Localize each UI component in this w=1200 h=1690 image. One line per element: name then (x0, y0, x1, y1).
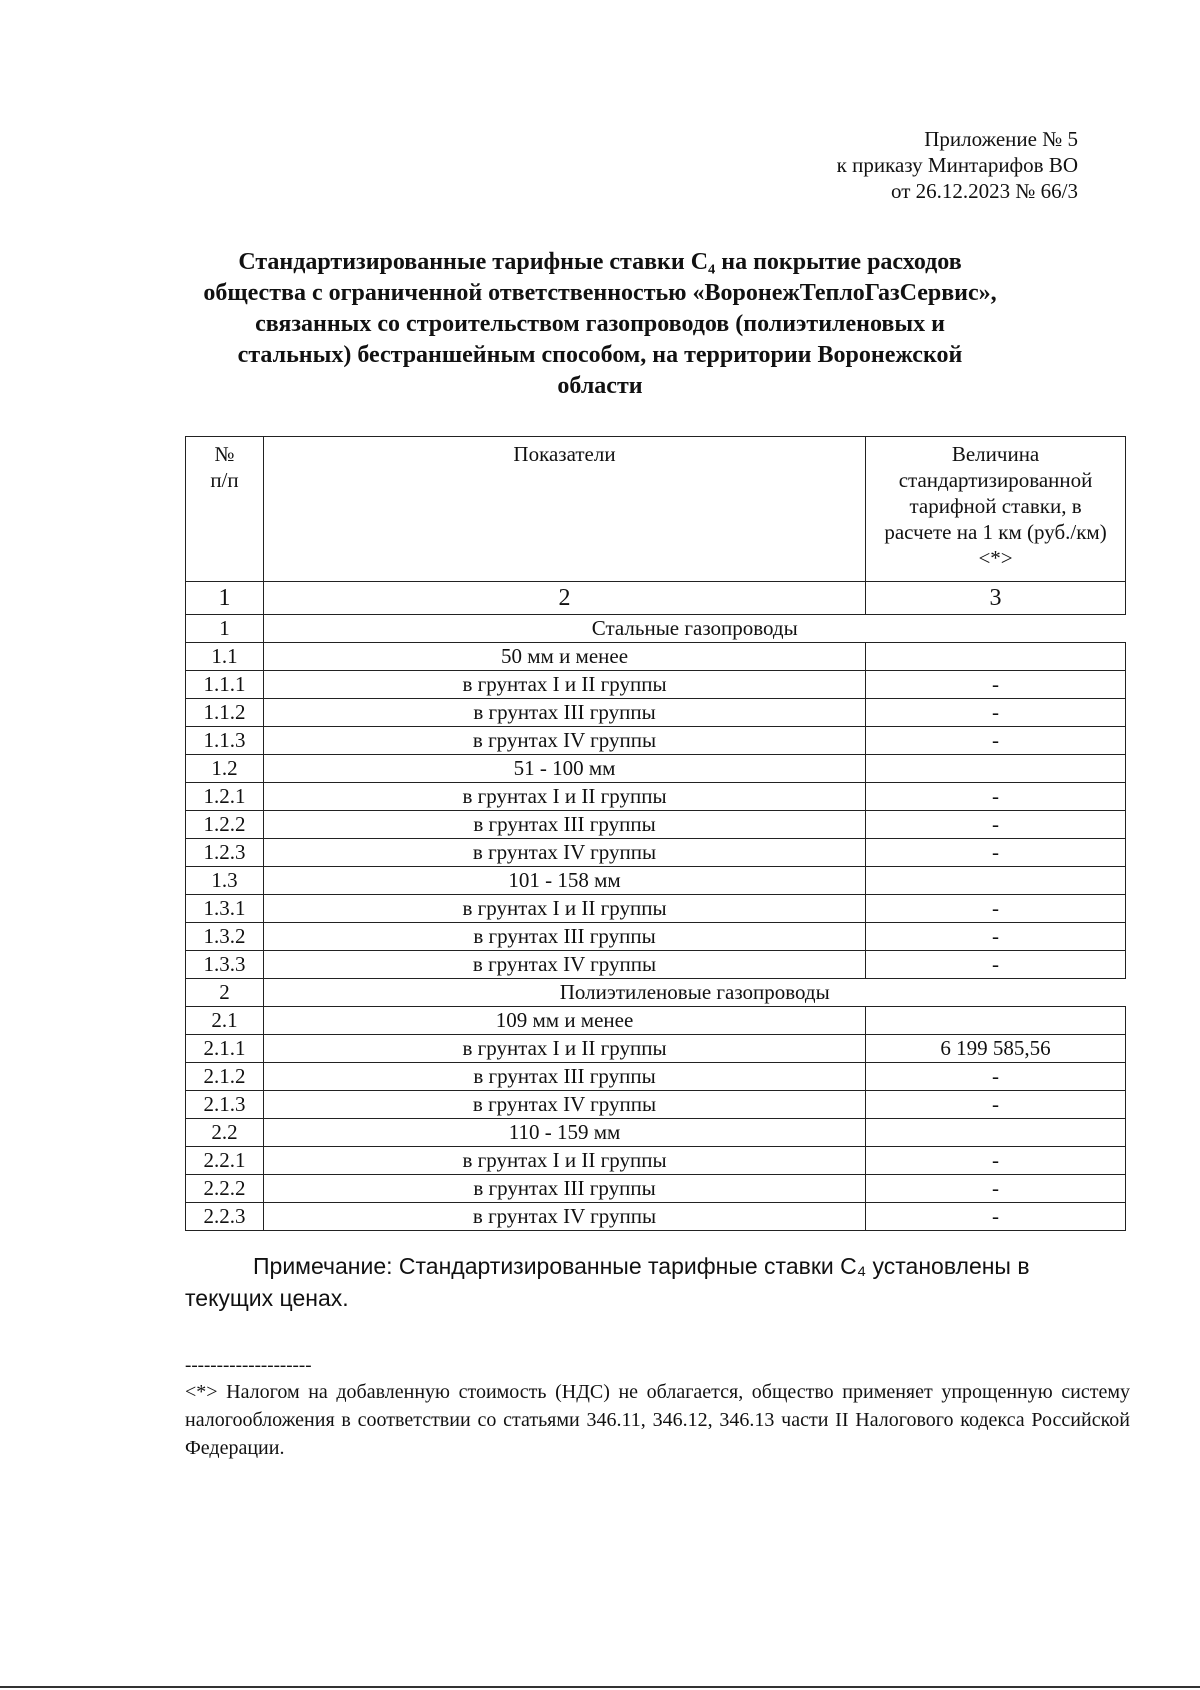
row-number: 1.3.2 (186, 923, 264, 951)
table-row (186, 755, 1126, 783)
note-line: Примечание: Стандартизированные тарифные ставки С₄ установлены в (253, 1253, 1030, 1279)
row-label: в грунтах III группы (263, 923, 865, 951)
footnote-separator: -------------------- (185, 1355, 312, 1376)
annex-number: Приложение № 5 (924, 127, 1078, 151)
row-number: 2.2.1 (186, 1147, 264, 1175)
row-label: в грунтах I и II группы (263, 1147, 865, 1175)
table-row (186, 895, 1126, 923)
row-number: 2.1.1 (186, 1035, 264, 1063)
row-number: 1.1.1 (186, 671, 264, 699)
row-number: 1.2.2 (186, 811, 264, 839)
footnote-text: <*> Налогом на добавленную стоимость (НДС) не облагается, общество применяет упрощенную систему налогообложения в соответствии со статьями 346.11, 346.12, 346.13 части II Налогового кодекса Российской Федерации. (185, 1381, 1130, 1459)
table-row (186, 1091, 1126, 1119)
row-value: - (866, 1091, 1126, 1119)
row-label: в грунтах I и II группы (263, 783, 865, 811)
table-row (186, 671, 1126, 699)
table-row (186, 643, 1126, 671)
row-label: в грунтах III группы (263, 699, 865, 727)
title-line: стальных) бестраншейным способом, на территории Воронежской (237, 342, 963, 368)
annex-order: к приказу Минтарифов ВО (836, 153, 1078, 177)
table-row (186, 1035, 1126, 1063)
row-label: в грунтах IV группы (263, 727, 865, 755)
page-edge-line (0, 1686, 1200, 1688)
row-label: в грунтах IV группы (263, 1091, 865, 1119)
row-label: в грунтах III группы (263, 1063, 865, 1091)
table-row (186, 1119, 1126, 1147)
table-body (186, 437, 1126, 1231)
row-value: - (866, 1063, 1126, 1091)
title-line: Стандартизированные тарифные ставки С₄ на покрытие расходов (238, 249, 962, 275)
column-number-row (186, 582, 1126, 615)
header-indicator: Показатели (263, 437, 865, 582)
row-label: 50 мм и менее (263, 643, 865, 671)
row-value: - (866, 951, 1126, 979)
row-number: 2 (186, 979, 264, 1007)
header-num: № п/п (186, 437, 264, 582)
note (185, 1250, 1130, 1314)
section-label: Полиэтиленовые газопроводы (263, 979, 1125, 1007)
table-row (186, 727, 1126, 755)
row-number: 2.1.3 (186, 1091, 264, 1119)
column-number: 2 (263, 582, 865, 615)
row-label: в грунтах I и II группы (263, 895, 865, 923)
row-number: 1.2.1 (186, 783, 264, 811)
title-line: области (557, 373, 643, 399)
row-number: 1.1.3 (186, 727, 264, 755)
annex-date: от 26.12.2023 № 66/3 (890, 179, 1078, 203)
row-value: - (866, 783, 1126, 811)
row-number: 1.1.2 (186, 699, 264, 727)
document-title (170, 247, 1030, 402)
row-value (866, 1119, 1126, 1147)
title-line: общества с ограниченной ответственностью «ВоронежТеплоГазСервис», (203, 280, 997, 306)
row-label: 51 - 100 мм (263, 755, 865, 783)
row-number: 1.3 (186, 867, 264, 895)
table-row (186, 1175, 1126, 1203)
row-number: 1.2.3 (186, 839, 264, 867)
row-value (866, 867, 1126, 895)
row-value: - (866, 1175, 1126, 1203)
row-value: - (866, 895, 1126, 923)
row-number: 2.1 (186, 1007, 264, 1035)
row-value: - (866, 923, 1126, 951)
row-label: 101 - 158 мм (263, 867, 865, 895)
row-number: 1 (186, 615, 264, 643)
row-value: - (866, 671, 1126, 699)
row-value: 6 199 585,56 (866, 1035, 1126, 1063)
section-label: Стальные газопроводы (263, 615, 1125, 643)
row-label: 110 - 159 мм (263, 1119, 865, 1147)
table-row (186, 1007, 1126, 1035)
row-value: - (866, 811, 1126, 839)
row-label: в грунтах IV группы (263, 1203, 865, 1231)
row-label: в грунтах IV группы (263, 951, 865, 979)
table-row (186, 839, 1126, 867)
row-number: 1.3.1 (186, 895, 264, 923)
table-row (186, 923, 1126, 951)
section-row (186, 979, 1126, 1007)
note-line: текущих ценах. (185, 1285, 349, 1311)
table-row (186, 811, 1126, 839)
section-row (186, 615, 1126, 643)
row-value: - (866, 1203, 1126, 1231)
row-label: в грунтах III группы (263, 811, 865, 839)
row-label: в грунтах I и II группы (263, 671, 865, 699)
row-number: 2.2.3 (186, 1203, 264, 1231)
row-value: - (866, 699, 1126, 727)
row-value (866, 1007, 1126, 1035)
table-row (186, 1147, 1126, 1175)
tariff-table (185, 436, 1126, 1231)
row-label: в грунтах I и II группы (263, 1035, 865, 1063)
table-row (186, 867, 1126, 895)
table-row (186, 1063, 1126, 1091)
row-value: - (866, 1147, 1126, 1175)
table-row (186, 699, 1126, 727)
row-number: 2.1.2 (186, 1063, 264, 1091)
row-number: 1.3.3 (186, 951, 264, 979)
row-value (866, 755, 1126, 783)
row-number: 1.2 (186, 755, 264, 783)
table-row (186, 951, 1126, 979)
row-label: в грунтах III группы (263, 1175, 865, 1203)
row-label: 109 мм и менее (263, 1007, 865, 1035)
column-number: 3 (866, 582, 1126, 615)
header-value: Величина стандартизированной тарифной ставки, в расчете на 1 км (руб./км) <*> (866, 437, 1126, 582)
row-label: в грунтах IV группы (263, 839, 865, 867)
row-number: 2.2 (186, 1119, 264, 1147)
title-line: связанных со строительством газопроводов (полиэтиленовых и (255, 311, 945, 337)
row-value: - (866, 839, 1126, 867)
row-number: 1.1 (186, 643, 264, 671)
table-row (186, 783, 1126, 811)
row-number: 2.2.2 (186, 1175, 264, 1203)
table-row (186, 1203, 1126, 1231)
table-header-row (186, 437, 1126, 582)
row-value: - (866, 727, 1126, 755)
row-value (866, 643, 1126, 671)
column-number: 1 (186, 582, 264, 615)
annex-reference (837, 126, 1078, 204)
